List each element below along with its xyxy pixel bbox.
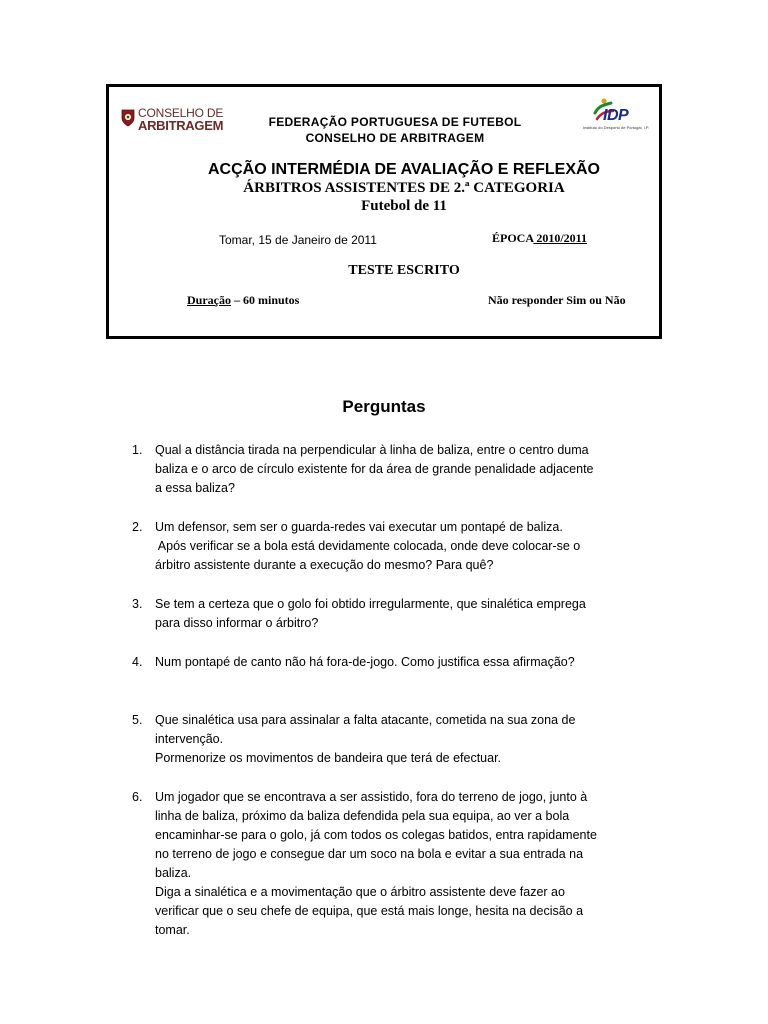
answer-instruction: Não responder Sim ou Não (488, 293, 626, 307)
logo-text-line1: CONSELHO DE (138, 106, 224, 120)
question-number: 4. (132, 655, 143, 669)
question-line: Após verificar se a bola está devidamente colocada, onde deve colocar-se o (155, 539, 581, 553)
question-item (132, 788, 672, 940)
question-line: a essa baliza? (155, 481, 235, 495)
section-title: Perguntas (342, 397, 426, 416)
duration-label: Duração (187, 293, 231, 307)
question-line: árbitro assistente durante a execução do mesmo? Para quê? (155, 558, 494, 572)
question-line: intervenção. (155, 732, 224, 746)
question-line: Um defensor, sem ser o guarda-redes vai executar um pontapé de baliza. (155, 520, 563, 534)
question-item (132, 711, 672, 768)
question-number: 6. (132, 790, 143, 804)
question-line: linha de baliza, próximo da baliza defendida pela sua equipa, ao ver a bola (155, 809, 570, 823)
question-item (132, 518, 672, 575)
question-item (132, 441, 672, 498)
season-label: ÉPOCA (492, 231, 534, 245)
document-subtitle-category: ÁRBITROS ASSISTENTES DE 2.ª CATEGORIA (243, 180, 565, 196)
org-line2: CONSELHO DE ARBITRAGEM (305, 131, 485, 145)
header-box (106, 84, 662, 339)
question-number: 3. (132, 597, 143, 611)
question-line: Que sinalética usa para assinalar a falta atacante, cometida na sua zona de (155, 713, 576, 727)
season-value: 2010/2011 (533, 231, 588, 245)
question-line: verificar que o seu chefe de equipa, que está mais longe, hesita na decisão a (155, 904, 584, 918)
duration-value: – 60 minutos (231, 293, 300, 307)
question-line: Se tem a certeza que o golo foi obtido irregularmente, que sinalética emprega (155, 597, 586, 611)
question-line: Diga a sinalética e a movimentação que o árbitro assistente deve fazer ao (155, 885, 565, 899)
logo-text-line2: ARBITRAGEM (138, 118, 224, 133)
document-title: ACÇÃO INTERMÉDIA DE AVALIAÇÃO E REFLEXÃO (207, 161, 600, 178)
place-date: Tomar, 15 de Janeiro de 2011 (219, 233, 377, 247)
duration (187, 293, 299, 308)
question-list (132, 441, 672, 940)
question-line: tomar. (155, 923, 190, 937)
question-number: 2. (132, 520, 143, 534)
question-line: Num pontapé de canto não há fora-de-jogo. Como justifica essa afirmação? (155, 655, 575, 669)
idp-tagline: Instituto do Desporto de Portugal, I.P. (583, 125, 650, 130)
question-line: baliza e o arco de círculo existente for da área de grande penalidade adjacente (155, 462, 594, 476)
question-line: Pormenorize os movimentos de bandeira que terá de efectuar. (155, 751, 502, 765)
question-number: 5. (132, 713, 143, 727)
season (492, 231, 587, 246)
document-subtitle-format: Futebol de 11 (361, 198, 447, 214)
question-line: para disso informar o árbitro? (155, 616, 319, 630)
idp-logo-text: IDP (603, 107, 629, 124)
org-line1: FEDERAÇÃO PORTUGUESA DE FUTEBOL (268, 115, 522, 129)
question-line: Um jogador que se encontrava a ser assistido, fora do terreno de jogo, junto à (155, 790, 588, 804)
question-line: no terreno de jogo e consegue dar um soco na bola e evitar a sua entrada na (155, 847, 584, 861)
question-item (132, 595, 672, 633)
question-line: Qual a distância tirada na perpendicular à linha de baliza, entre o centro duma (155, 443, 589, 457)
question-item (132, 653, 672, 672)
test-type: TESTE ESCRITO (348, 263, 460, 278)
question-line: encaminhar-se para o golo, já com todos os colegas batidos, entra rapidamente (155, 828, 597, 842)
question-number: 1. (132, 443, 143, 457)
question-line: baliza. (155, 866, 192, 880)
